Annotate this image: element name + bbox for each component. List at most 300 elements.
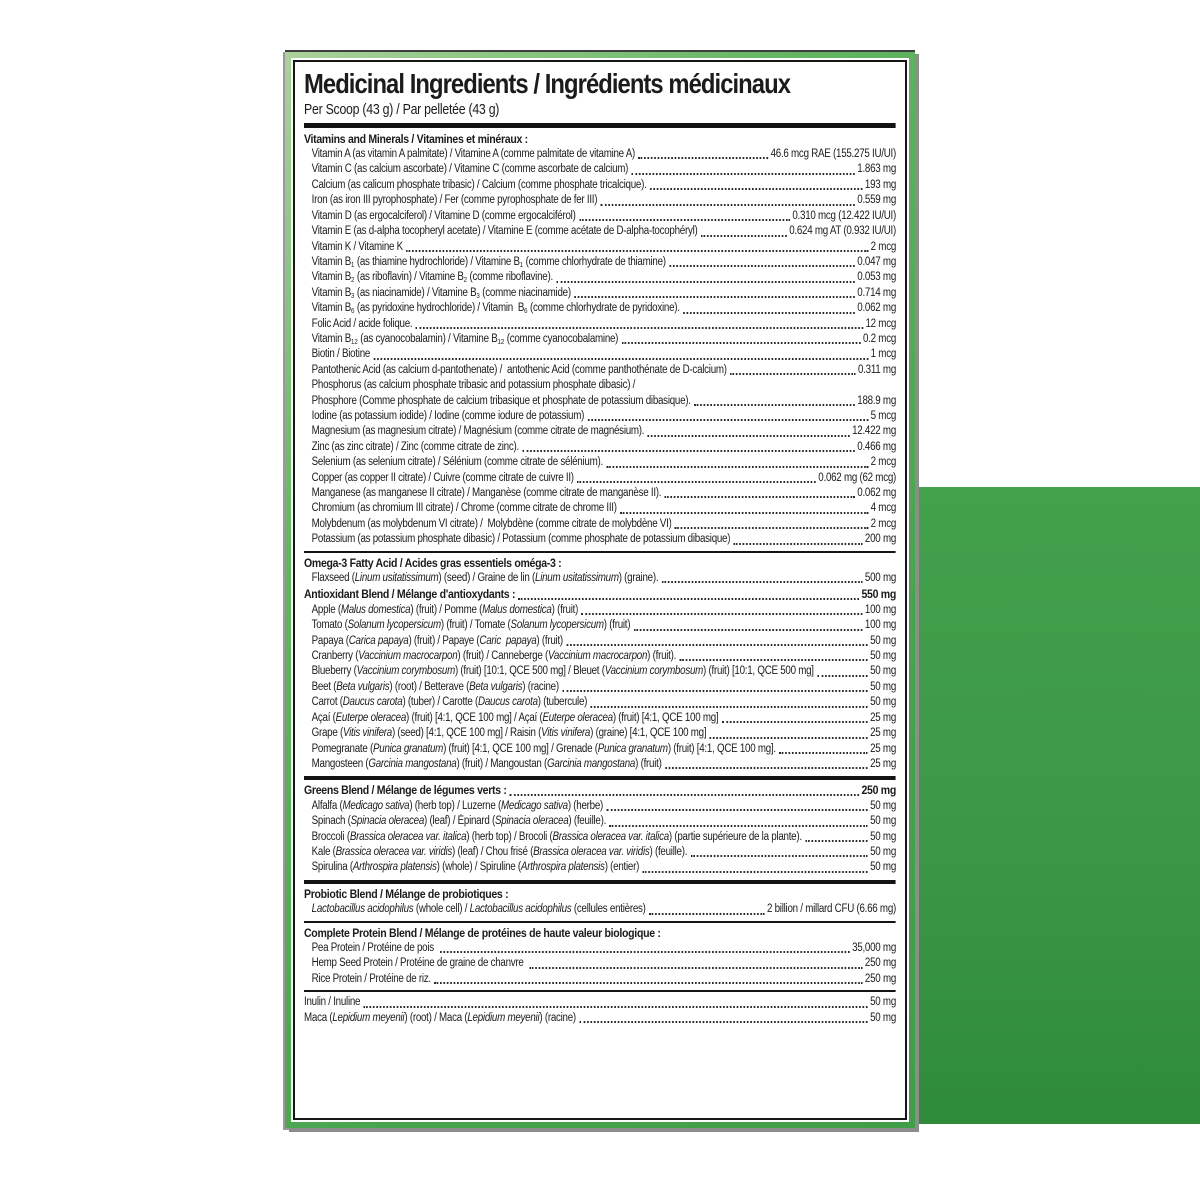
ingredient-row — [304, 347, 896, 362]
ingredient-name — [312, 471, 574, 486]
ingredient-text: Linum usitatissimum — [535, 572, 619, 585]
ingredient-row — [304, 726, 896, 741]
ingredient-row — [304, 486, 896, 501]
ingredient-row — [304, 440, 896, 455]
section-divider — [304, 990, 896, 992]
ingredient-text: (whole cell) / — [413, 903, 470, 916]
ingredient-text: Spinacia oleracea — [350, 815, 425, 828]
ingredient-text: ) (fruit) — [635, 757, 662, 770]
header-divider — [304, 123, 896, 128]
ingredient-text: Apple ( — [311, 603, 341, 616]
ingredient-text: Vitamin K / Vitamine K — [311, 240, 403, 253]
ingredient-text: Inulin / Inuline — [304, 996, 361, 1009]
ingredient-name — [312, 378, 635, 393]
dotted-leader — [665, 496, 855, 498]
ingredient-name — [312, 664, 814, 679]
ingredient-text: Lactobacillus acidophilus — [469, 903, 572, 916]
section-heading-text: Greens Blend / Mélange de légumes verts : — [304, 783, 507, 798]
section-heading-text: Antioxidant Blend / Mélange d'antioxydants : — [304, 587, 516, 602]
amount-value: 2 mcg — [870, 240, 897, 253]
amount-value: 35,000 mg — [852, 941, 897, 954]
serving-size: Per Scoop (43 g) / Par pelletée (43 g) — [304, 101, 500, 118]
ingredient-text: Brassica oleracea var. viridis — [335, 845, 453, 858]
ingredient-name — [312, 424, 645, 439]
amount-value: 50 mg — [870, 665, 897, 678]
ingredient-name — [312, 270, 553, 285]
ingredient-text: Solanum lycopersicum — [347, 619, 441, 632]
ingredient-text: Medicago sativa — [501, 799, 568, 812]
ingredient-text: Malus domestica — [340, 603, 411, 616]
ingredient-text: ) (seed) / Graine de lin ( — [438, 572, 536, 585]
ingredient-row — [304, 378, 896, 393]
ingredient-name — [312, 209, 576, 224]
ingredient-row — [304, 240, 896, 255]
ingredient-text: Vitamin E (as d-alpha tocopheryl acetate) / Vitamine E (comme acétate de D-alpha-tocophéryl) — [311, 225, 698, 238]
ingredient-text: ) (fruit) / Canneberge ( — [457, 650, 549, 663]
ingredient-text: Lepidium meyenii — [332, 1011, 405, 1024]
ingredient-text: Brassica oleracea var. italica — [349, 830, 467, 843]
ingredient-text: (cellules entières) — [571, 903, 646, 916]
ingredient-text: Vitamin B — [311, 302, 352, 315]
ingredient-text: Rice Protein / Protéine de riz. — [311, 972, 431, 985]
ingredient-text: Copper (as copper II citrate) / Cuivre (comme citrate de cuivre II) — [311, 471, 574, 484]
ingredient-text: Vitamin B — [311, 271, 352, 284]
amount-value: 50 mg — [870, 634, 897, 647]
ingredient-text: Iron (as iron III pyrophosphate) / Fer (comme pyrophosphate de fer III) — [311, 194, 598, 207]
ingredient-name — [312, 486, 662, 501]
dotted-leader — [665, 767, 868, 769]
amount-value: 50 mg — [870, 696, 897, 709]
ingredient-row — [304, 317, 896, 332]
dotted-leader — [566, 644, 867, 646]
ingredient-text: ) (whole) / Spiruline ( — [436, 861, 521, 874]
ingredient-name — [312, 830, 802, 845]
dotted-leader — [579, 219, 790, 221]
ingredient-text: ) (root) / Maca ( — [404, 1011, 468, 1024]
ingredient-text: ) (root) / Betterave ( — [389, 680, 470, 693]
amount-value: 46.6 mcg RAE (155.275 IU/UI) — [770, 148, 897, 161]
ingredient-name — [312, 517, 672, 532]
ingredient-text: Vaccinium macrocarpon — [358, 650, 458, 663]
dotted-leader — [632, 173, 855, 175]
ingredient-text: Carrot ( — [311, 696, 343, 709]
dotted-leader — [642, 871, 867, 873]
amount-value: 193 mg — [864, 178, 897, 191]
dotted-leader — [440, 951, 850, 953]
ingredient-text: Folic Acid / acide folique. — [311, 317, 413, 330]
ingredient-text: Arthrospira platensis — [520, 861, 605, 874]
dotted-leader — [634, 629, 863, 631]
ingredient-name — [312, 814, 606, 829]
ingredient-text: Vitamin D (as ergocalciferol) / Vitamine D (comme ergocalciférol) — [311, 209, 576, 222]
ingredient-name — [312, 363, 727, 378]
ingredient-name — [312, 255, 666, 270]
ingredient-row — [304, 162, 896, 177]
ingredient-text: 1 — [351, 260, 355, 269]
ingredient-text: Punica granatum — [597, 742, 668, 755]
section-heading-text: Vitamins and Minerals / Vitamines et minéraux : — [304, 131, 528, 146]
supplement-label — [285, 50, 915, 1128]
ingredient-text: Daucus carota — [478, 696, 538, 709]
ingredient-row — [304, 424, 896, 439]
ingredient-text: Solanum lycopersicum — [510, 619, 604, 632]
amount-value: 500 mg — [864, 572, 897, 585]
amount-value: 0.062 mg (62 mcg) — [818, 471, 897, 484]
ingredient-text: 1 — [519, 260, 524, 269]
amount-value: 250 mg — [864, 972, 897, 985]
dotted-leader — [606, 809, 867, 811]
ingredient-row — [304, 860, 896, 875]
ingredient-name — [312, 603, 578, 618]
ingredient-text: (as thiamine hydrochloride) / Vitamine B — [354, 255, 520, 268]
dotted-leader — [779, 752, 867, 754]
ingredient-text: Spirulina ( — [311, 861, 353, 874]
ingredient-name — [312, 972, 431, 987]
ingredient-text: ) (fruit) / Pomme ( — [410, 603, 483, 616]
ingredient-text: ) (fruit) / Mangoustan ( — [456, 757, 548, 770]
dotted-leader — [529, 967, 862, 969]
ingredient-text: Vaccinium macrocarpon — [548, 650, 648, 663]
ingredient-text: (as pyridoxine hydrochloride) / Vitamin B — [354, 302, 525, 315]
amount-value: 50 mg — [870, 845, 897, 858]
dotted-leader — [522, 450, 854, 452]
ingredient-name — [312, 347, 370, 362]
ingredient-text: ) (tuber) / Carotte ( — [402, 696, 479, 709]
ingredient-text: Arthrospira platensis — [352, 861, 437, 874]
amount-value: 0.062 mg — [857, 302, 897, 315]
ingredient-text: Brassica oleracea var. viridis — [533, 845, 650, 858]
ingredient-name — [312, 711, 719, 726]
ingredient-name — [312, 695, 587, 710]
ingredient-text: Maca ( — [304, 1011, 333, 1024]
dotted-leader — [606, 466, 868, 468]
ingredient-text: 2 — [351, 276, 355, 285]
ingredient-name — [312, 941, 437, 956]
ingredient-text: ) (fruit) [10:1, QCE 500 mg] — [703, 665, 814, 678]
ingredient-row — [304, 224, 896, 239]
ingredient-text: ) (seed) [4:1, QCE 100 mg] / Raisin ( — [391, 727, 542, 740]
ingredient-name — [312, 634, 563, 649]
ingredient-text: Tomato ( — [311, 619, 348, 632]
amount-value: 25 mg — [870, 727, 897, 740]
ingredient-row — [304, 995, 896, 1010]
amount-value: 0.062 mg — [857, 487, 897, 500]
ingredient-text: 3 — [476, 291, 480, 300]
ingredient-text: 2 — [463, 276, 468, 285]
label-panel — [293, 60, 907, 1120]
ingredient-text: ) (fruit) — [536, 634, 563, 647]
ingredient-text: Spinacia oleracea — [494, 815, 569, 828]
ingredient-row — [304, 941, 896, 956]
ingredient-row — [304, 209, 896, 224]
ingredient-row — [304, 711, 896, 726]
label-sections — [304, 132, 896, 1026]
ingredient-text: ) (herbe) — [567, 799, 604, 812]
ingredient-text: Garcinia mangostana — [547, 757, 636, 770]
ingredient-name — [312, 440, 519, 455]
dotted-leader — [691, 855, 868, 857]
ingredient-text: Potassium (as potassium phosphate dibasic) / Potassium (comme phosphate de potassium dibasique) — [311, 533, 731, 546]
ingredient-row — [304, 394, 896, 409]
ingredient-text: (as riboflavin) / Vitamine B — [354, 271, 464, 284]
amount-value: 50 mg — [870, 1011, 897, 1024]
ingredient-row — [304, 1011, 896, 1026]
ingredient-name — [312, 532, 731, 547]
ingredient-row — [304, 972, 896, 987]
amount-value: 0.311 mg — [858, 363, 897, 376]
ingredient-text: Alfalfa ( — [311, 799, 343, 812]
amount-value: 12 mcg — [865, 317, 897, 330]
ingredient-text: ) (fruit) / Tomate ( — [440, 619, 511, 632]
ingredient-row — [304, 471, 896, 486]
dotted-leader — [648, 435, 850, 437]
section-heading — [304, 587, 896, 602]
section-heading-text: Complete Protein Blend / Mélange de protéines de haute valeur biologique : — [304, 925, 661, 940]
ingredient-name — [312, 726, 707, 741]
amount-value: 0.714 mg — [857, 286, 897, 299]
ingredient-text: ) (fruit) [4:1, QCE 100 mg] / Grenade ( — [443, 742, 598, 755]
ingredient-text: Broccoli ( — [311, 830, 350, 843]
dotted-leader — [577, 481, 816, 483]
ingredient-text: ) (leaf) / Épinard ( — [424, 815, 495, 828]
ingredient-name — [312, 618, 631, 633]
ingredient-text: Cranberry ( — [311, 650, 359, 663]
ingredient-text: ) (partie supérieure de la plante). — [668, 830, 802, 843]
ingredient-text: Pantothenic Acid (as calcium d-pantothenate) / antothenic Acid (comme panthothénate de D-calcium) — [311, 363, 727, 376]
dotted-leader — [638, 157, 768, 159]
ingredient-text: Carica papaya — [348, 634, 409, 647]
ingredient-text: ) (fruit) / Papaye ( — [408, 634, 480, 647]
ingredient-row — [304, 332, 896, 347]
dotted-leader — [683, 312, 855, 314]
ingredient-text: (comme niacinamide) — [479, 286, 571, 299]
ingredient-row — [304, 902, 896, 917]
ingredient-name — [312, 757, 662, 772]
ingredient-text: 3 — [351, 291, 355, 300]
ingredient-row — [304, 517, 896, 532]
ingredient-text: ) (fruit) [4:1, QCE 100 mg]. — [667, 742, 776, 755]
label-border-gap — [291, 58, 909, 1122]
ingredient-row — [304, 845, 896, 860]
ingredient-text: Beta vulgaris — [336, 680, 390, 693]
ingredient-name — [312, 147, 635, 162]
ingredient-text: Lepidium meyenii — [467, 1011, 540, 1024]
ingredient-text: Euterpe oleracea — [542, 711, 613, 724]
ingredient-name — [312, 317, 413, 332]
amount-value: 1 mcg — [870, 348, 897, 361]
ingredient-row — [304, 270, 896, 285]
dotted-leader — [710, 737, 868, 739]
ingredient-text: ) (feuille). — [649, 845, 688, 858]
ingredient-text: Spinach ( — [311, 815, 351, 828]
ingredient-text: Calcium (as calicum phosphate tribasic) / Calcium (comme phosphate tricalcique). — [311, 178, 647, 191]
ingredient-text: Selenium (as selenium citrate) / Sélénium (comme citrate de sélénium). — [311, 456, 603, 469]
amount-value: 50 mg — [870, 799, 897, 812]
amount-value: 250 mg — [861, 783, 897, 798]
amount-value: 0.053 mg — [857, 271, 897, 284]
section-divider — [304, 921, 896, 923]
ingredient-text: Vitamin A (as vitamin A palmitate) / Vitamine A (comme palmitate de vitamine A) — [311, 148, 636, 161]
ingredient-row — [304, 455, 896, 470]
ingredient-name — [312, 240, 403, 255]
amount-value: 50 mg — [870, 680, 897, 693]
dotted-leader — [701, 235, 787, 237]
ingredient-row — [304, 178, 896, 193]
ingredient-text: Medicago sativa — [342, 799, 410, 812]
dotted-leader — [591, 706, 868, 708]
ingredient-name — [312, 301, 680, 316]
ingredient-text: 6 — [351, 307, 355, 316]
amount-value: 12.422 mg — [852, 425, 897, 438]
ingredient-text: ) (leaf) / Chou frisé ( — [452, 845, 534, 858]
dotted-leader — [694, 404, 855, 406]
ingredient-text: Malus domestica — [482, 603, 552, 616]
ingredient-text: Phosphorus (as calcium phosphate tribasic and potassium phosphate dibasic) / — [311, 379, 636, 392]
ingredient-text: (as niacinamide) / Vitamine B — [354, 286, 477, 299]
ingredient-row — [304, 649, 896, 664]
ingredient-name — [304, 995, 360, 1010]
ingredient-name — [312, 649, 676, 664]
ingredient-text: Garcinia mangostana — [368, 757, 457, 770]
ingredient-text: (comme riboflavine). — [467, 271, 553, 284]
ingredient-row — [304, 571, 896, 586]
section-divider — [304, 880, 896, 884]
ingredient-text: Kale ( — [311, 845, 336, 858]
dotted-leader — [609, 825, 867, 827]
package-green-panel — [915, 487, 1200, 1124]
ingredient-row — [304, 501, 896, 516]
ingredient-row — [304, 799, 896, 814]
section-heading — [304, 132, 896, 147]
amount-value: 100 mg — [864, 619, 897, 632]
amount-value: 2 mcg — [870, 456, 897, 469]
ingredient-name — [312, 902, 646, 917]
ingredient-text: Blueberry ( — [311, 665, 357, 678]
ingredient-text: Mangosteen ( — [311, 757, 369, 770]
dotted-leader — [579, 1021, 867, 1023]
amount-value: 25 mg — [870, 742, 897, 755]
label-title: Medicinal Ingredients / Ingrédients médicinaux — [304, 68, 791, 99]
ingredient-name — [312, 286, 571, 301]
amount-value: 5 mcg — [870, 409, 897, 422]
ingredient-row — [304, 286, 896, 301]
ingredient-text: ) (feuille). — [568, 815, 607, 828]
ingredient-name — [304, 1011, 576, 1026]
ingredient-text: Daucus carota — [342, 696, 403, 709]
ingredient-text: 6 — [524, 307, 528, 316]
ingredient-row — [304, 363, 896, 378]
section-divider — [304, 776, 896, 780]
ingredient-text: ) (entier) — [604, 861, 640, 874]
ingredient-name — [312, 742, 776, 757]
ingredient-text: Chromium (as chromium III citrate) / Chrome (comme citrate de chrome III) — [311, 502, 617, 515]
section-heading — [304, 887, 896, 902]
section-heading — [304, 926, 896, 941]
amount-value: 4 mcg — [870, 502, 897, 515]
dotted-leader — [582, 613, 863, 615]
ingredient-text: Vitamin B — [311, 255, 352, 268]
ingredient-text: Flaxseed ( — [311, 572, 355, 585]
dotted-leader — [817, 675, 867, 677]
ingredient-text: Caric papaya — [479, 634, 537, 647]
ingredient-text: Beet ( — [311, 680, 337, 693]
amount-value: 2 mcg — [870, 517, 897, 530]
ingredient-row — [304, 742, 896, 757]
ingredient-text: ) (herb top) / Brocoli ( — [466, 830, 553, 843]
amount-value: 0.310 mcg (12.422 IU/UI) — [792, 209, 897, 222]
ingredient-text: Biotin / Biotine — [311, 348, 371, 361]
amount-value: 188.9 mg — [857, 394, 897, 407]
dotted-leader — [434, 982, 862, 984]
ingredient-name — [312, 178, 647, 193]
amount-value: 0.559 mg — [857, 194, 897, 207]
dotted-leader — [675, 527, 868, 529]
dotted-leader — [669, 265, 855, 267]
ingredient-name — [312, 162, 629, 177]
dotted-leader — [722, 721, 868, 723]
dotted-leader — [416, 327, 863, 329]
dotted-leader — [649, 913, 764, 915]
amount-value: 50 mg — [870, 861, 897, 874]
ingredient-text: Vitamin B — [311, 332, 352, 345]
ingredient-text: Vitamin C (as calcium ascorbate) / Vitamine C (comme ascorbate de calcium) — [311, 163, 629, 176]
ingredient-text: ) (fruit) [10:1, QCE 500 mg] / Bleuet ( — [454, 665, 605, 678]
ingredient-text: 12 — [351, 337, 358, 346]
ingredient-text: (as cyanocobalamin) / Vitamine B — [357, 332, 498, 345]
section-heading-text: Omega-3 Fatty Acid / Acides gras essentiels oméga-3 : — [304, 555, 562, 570]
ingredient-text: Manganese (as manganese II citrate) / Manganèse (comme citrate de manganèse II). — [311, 487, 662, 500]
amount-value: 50 mg — [870, 830, 897, 843]
ingredient-text: Beta vulgaris — [469, 680, 523, 693]
dotted-leader — [601, 204, 855, 206]
ingredient-text: Hemp Seed Protein / Protéine de graine de chanvre — [311, 957, 527, 970]
ingredient-text: Vaccinium corymbosum — [604, 665, 704, 678]
dotted-leader — [574, 296, 854, 298]
ingredient-text: (comme cyanocobalamine) — [504, 332, 619, 345]
ingredient-row — [304, 409, 896, 424]
amount-value: 550 mg — [861, 587, 897, 602]
ingredient-name — [312, 845, 688, 860]
ingredient-name — [312, 956, 526, 971]
ingredient-text: Vitamin B — [311, 286, 352, 299]
ingredient-row — [304, 618, 896, 633]
ingredient-name — [312, 799, 603, 814]
ingredient-text: ) (fruit) [4:1, QCE 100 mg] — [612, 711, 719, 724]
ingredient-text: ) (racine) — [522, 680, 559, 693]
dotted-leader — [556, 281, 854, 283]
ingredient-name — [312, 680, 559, 695]
dotted-leader — [562, 690, 867, 692]
ingredient-text: Vitis vinifera — [541, 727, 591, 740]
ingredient-text: Punica granatum — [372, 742, 444, 755]
ingredient-text: ) (fruit). — [647, 650, 677, 663]
amount-value: 25 mg — [870, 757, 897, 770]
ingredient-name — [312, 409, 584, 424]
ingredient-row — [304, 603, 896, 618]
ingredient-name — [312, 571, 659, 586]
ingredient-row — [304, 680, 896, 695]
ingredient-text: (comme chlorhydrate de pyridoxine). — [527, 302, 680, 315]
ingredient-text: Magnesium (as magnesium citrate) / Magnésium (comme citrate de magnésium). — [311, 425, 645, 438]
amount-value: 50 mg — [870, 996, 897, 1009]
amount-value: 2 billion / millard CFU (6.66 mg) — [766, 903, 897, 916]
dotted-leader — [406, 250, 868, 252]
dotted-leader — [364, 1006, 868, 1008]
ingredient-name — [312, 860, 639, 875]
ingredient-text: Açaí ( — [311, 711, 336, 724]
ingredient-row — [304, 634, 896, 649]
ingredient-text: Lactobacillus acidophilus — [311, 903, 414, 916]
